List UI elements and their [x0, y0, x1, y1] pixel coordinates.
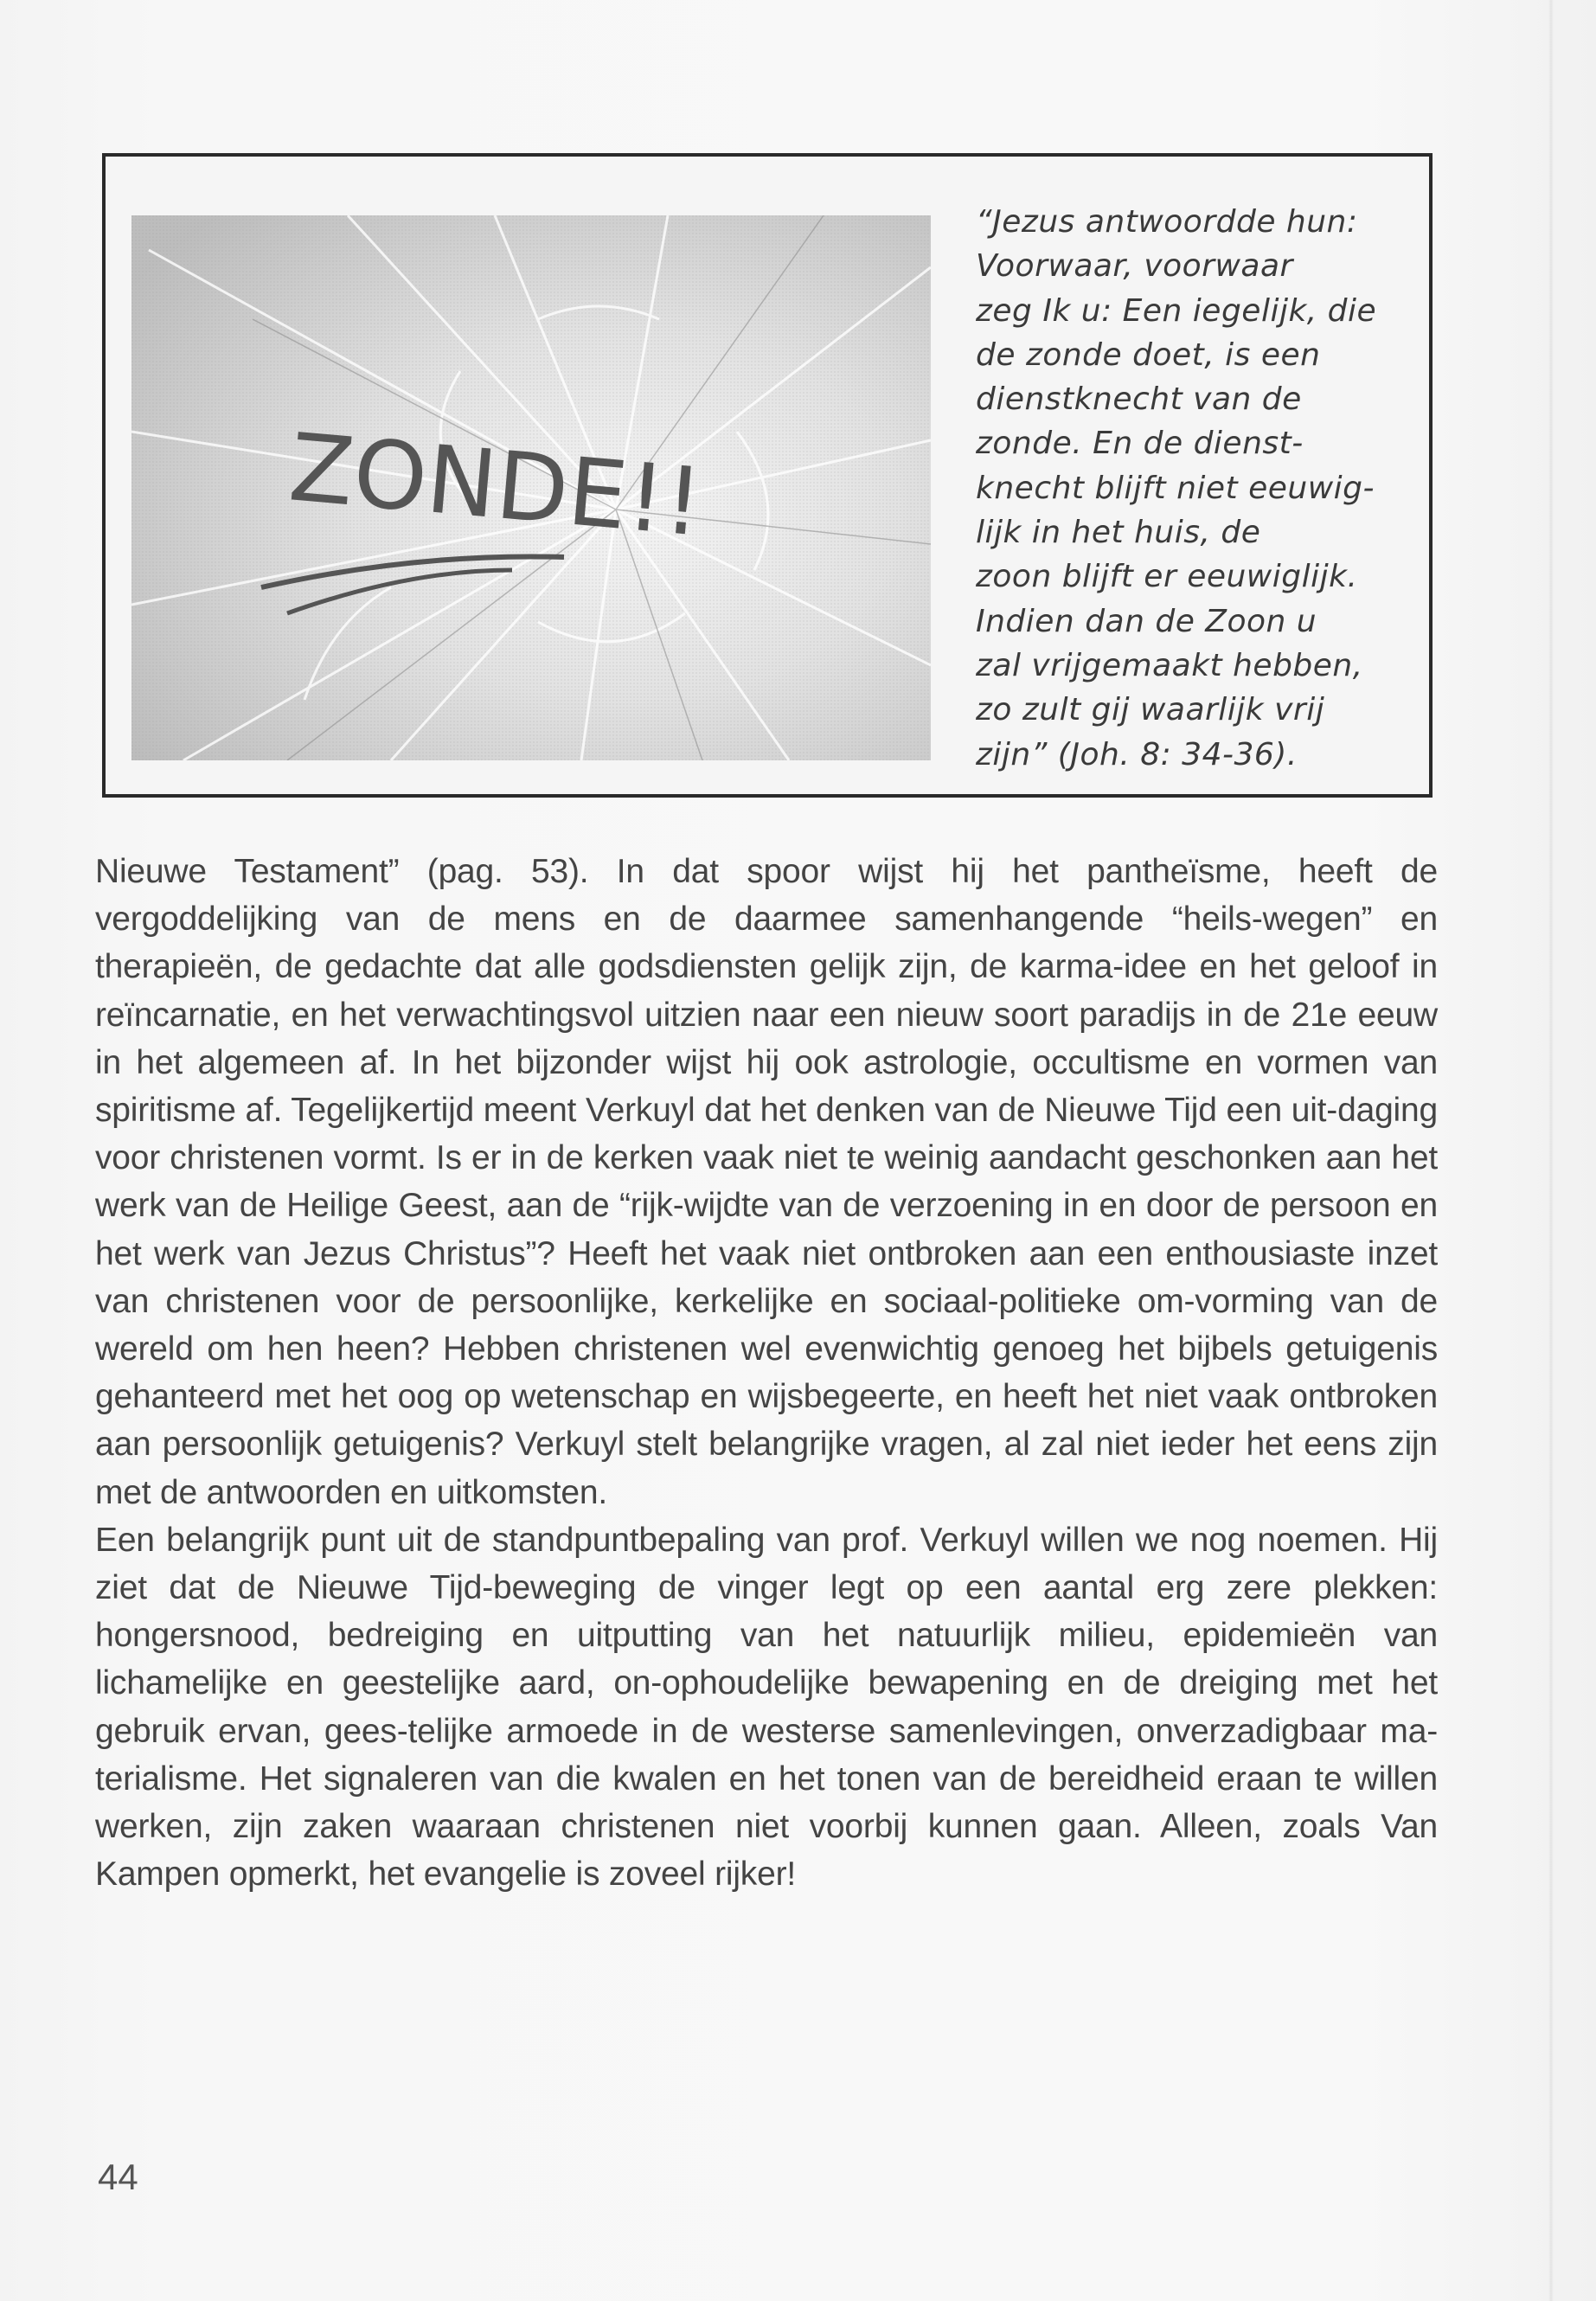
page-number: 44: [98, 2157, 138, 2197]
page-gutter: [1548, 0, 1554, 2301]
paragraph-2: Een belangrijk punt uit de standpuntbepaling van prof. Verkuyl willen we nog noemen. Hij ziet dat de Nieuwe Tijd-beweging de vinger legt op een aantal erg zere plekken: hongersnood, bedreiging en uitputting van het natuurlijk milieu, epidemieën van lichamelijke en geestelijke aard, on-ophoudelijke bewapening en de dreiging met het gebruik ervan, gees-telijke armoede in de westerse samenlevingen, onverzadigbaar ma-terialisme. Het signaleren van die kwalen en het tonen van de bereidheid eraan te willen werken, zijn zaken waaraan christenen niet voorbij kunnen gaan. Alleen, zoals Van Kampen opmerkt, het evangelie is zoveel rijker!: [95, 1521, 1438, 1894]
body-text: [95, 848, 1438, 1898]
bible-quote: “Jezus antwoordde hun: Voorwaar, voorwaar zeg Ik u: Een iegelijk, die de zonde doet, is een dienstknecht van de zonde. En de dienst- knecht blijft niet eeuwig- lijk in het huis, de zoon blijft er eeuwiglijk. Indien dan de Zoon u zal vrijgemaakt hebben, zo zult gij waarlijk vrij zijn” (Joh. 8: 34-36).: [976, 204, 1377, 772]
sin-photo: [131, 215, 931, 760]
photo-scrawled-word: ZONDE!!: [285, 413, 707, 558]
paragraph-1: Nieuwe Testament” (pag. 53). In dat spoor wijst hij het pantheïsme, heeft de vergoddelijking van de mens en de daarmee samenhangende “heils-wegen” en therapieën, de gedachte dat alle godsdiensten gelijk zijn, de karma-idee en het geloof in reïncarnatie, en het verwachtingsvol uitzien naar een nieuw soort paradijs in de 21e eeuw in het algemeen af. In het bijzonder wijst hij ook astrologie, occultisme en vormen van spiritisme af. Tegelijkertijd meent Verkuyl dat het denken van de Nieuwe Tijd een uit-daging voor christenen vormt. Is er in de kerken vaak niet te weinig aandacht geschonken aan het werk van de Heilige Geest, aan de “rijk-wijdte van de verzoening in en door de persoon en het werk van Jezus Christus”? Heeft het vaak niet ontbroken aan een enthousiaste inzet van christenen voor de persoonlijke, kerkelijke en sociaal-politieke om-vorming van de wereld om hen heen? Hebben christenen wel evenwichtig genoeg het bijbels getuigenis gehanteerd met het oog op wetenschap en wijsbegeerte, en heeft het niet vaak ontbroken aan persoonlijk getuigenis? Verkuyl stelt belangrijke vragen, al zal niet ieder het eens zijn met de antwoorden en uitkomsten.: [95, 853, 1438, 1511]
cracked-glass-illustration: [131, 215, 931, 760]
bordered-figure-box: [102, 153, 1433, 798]
